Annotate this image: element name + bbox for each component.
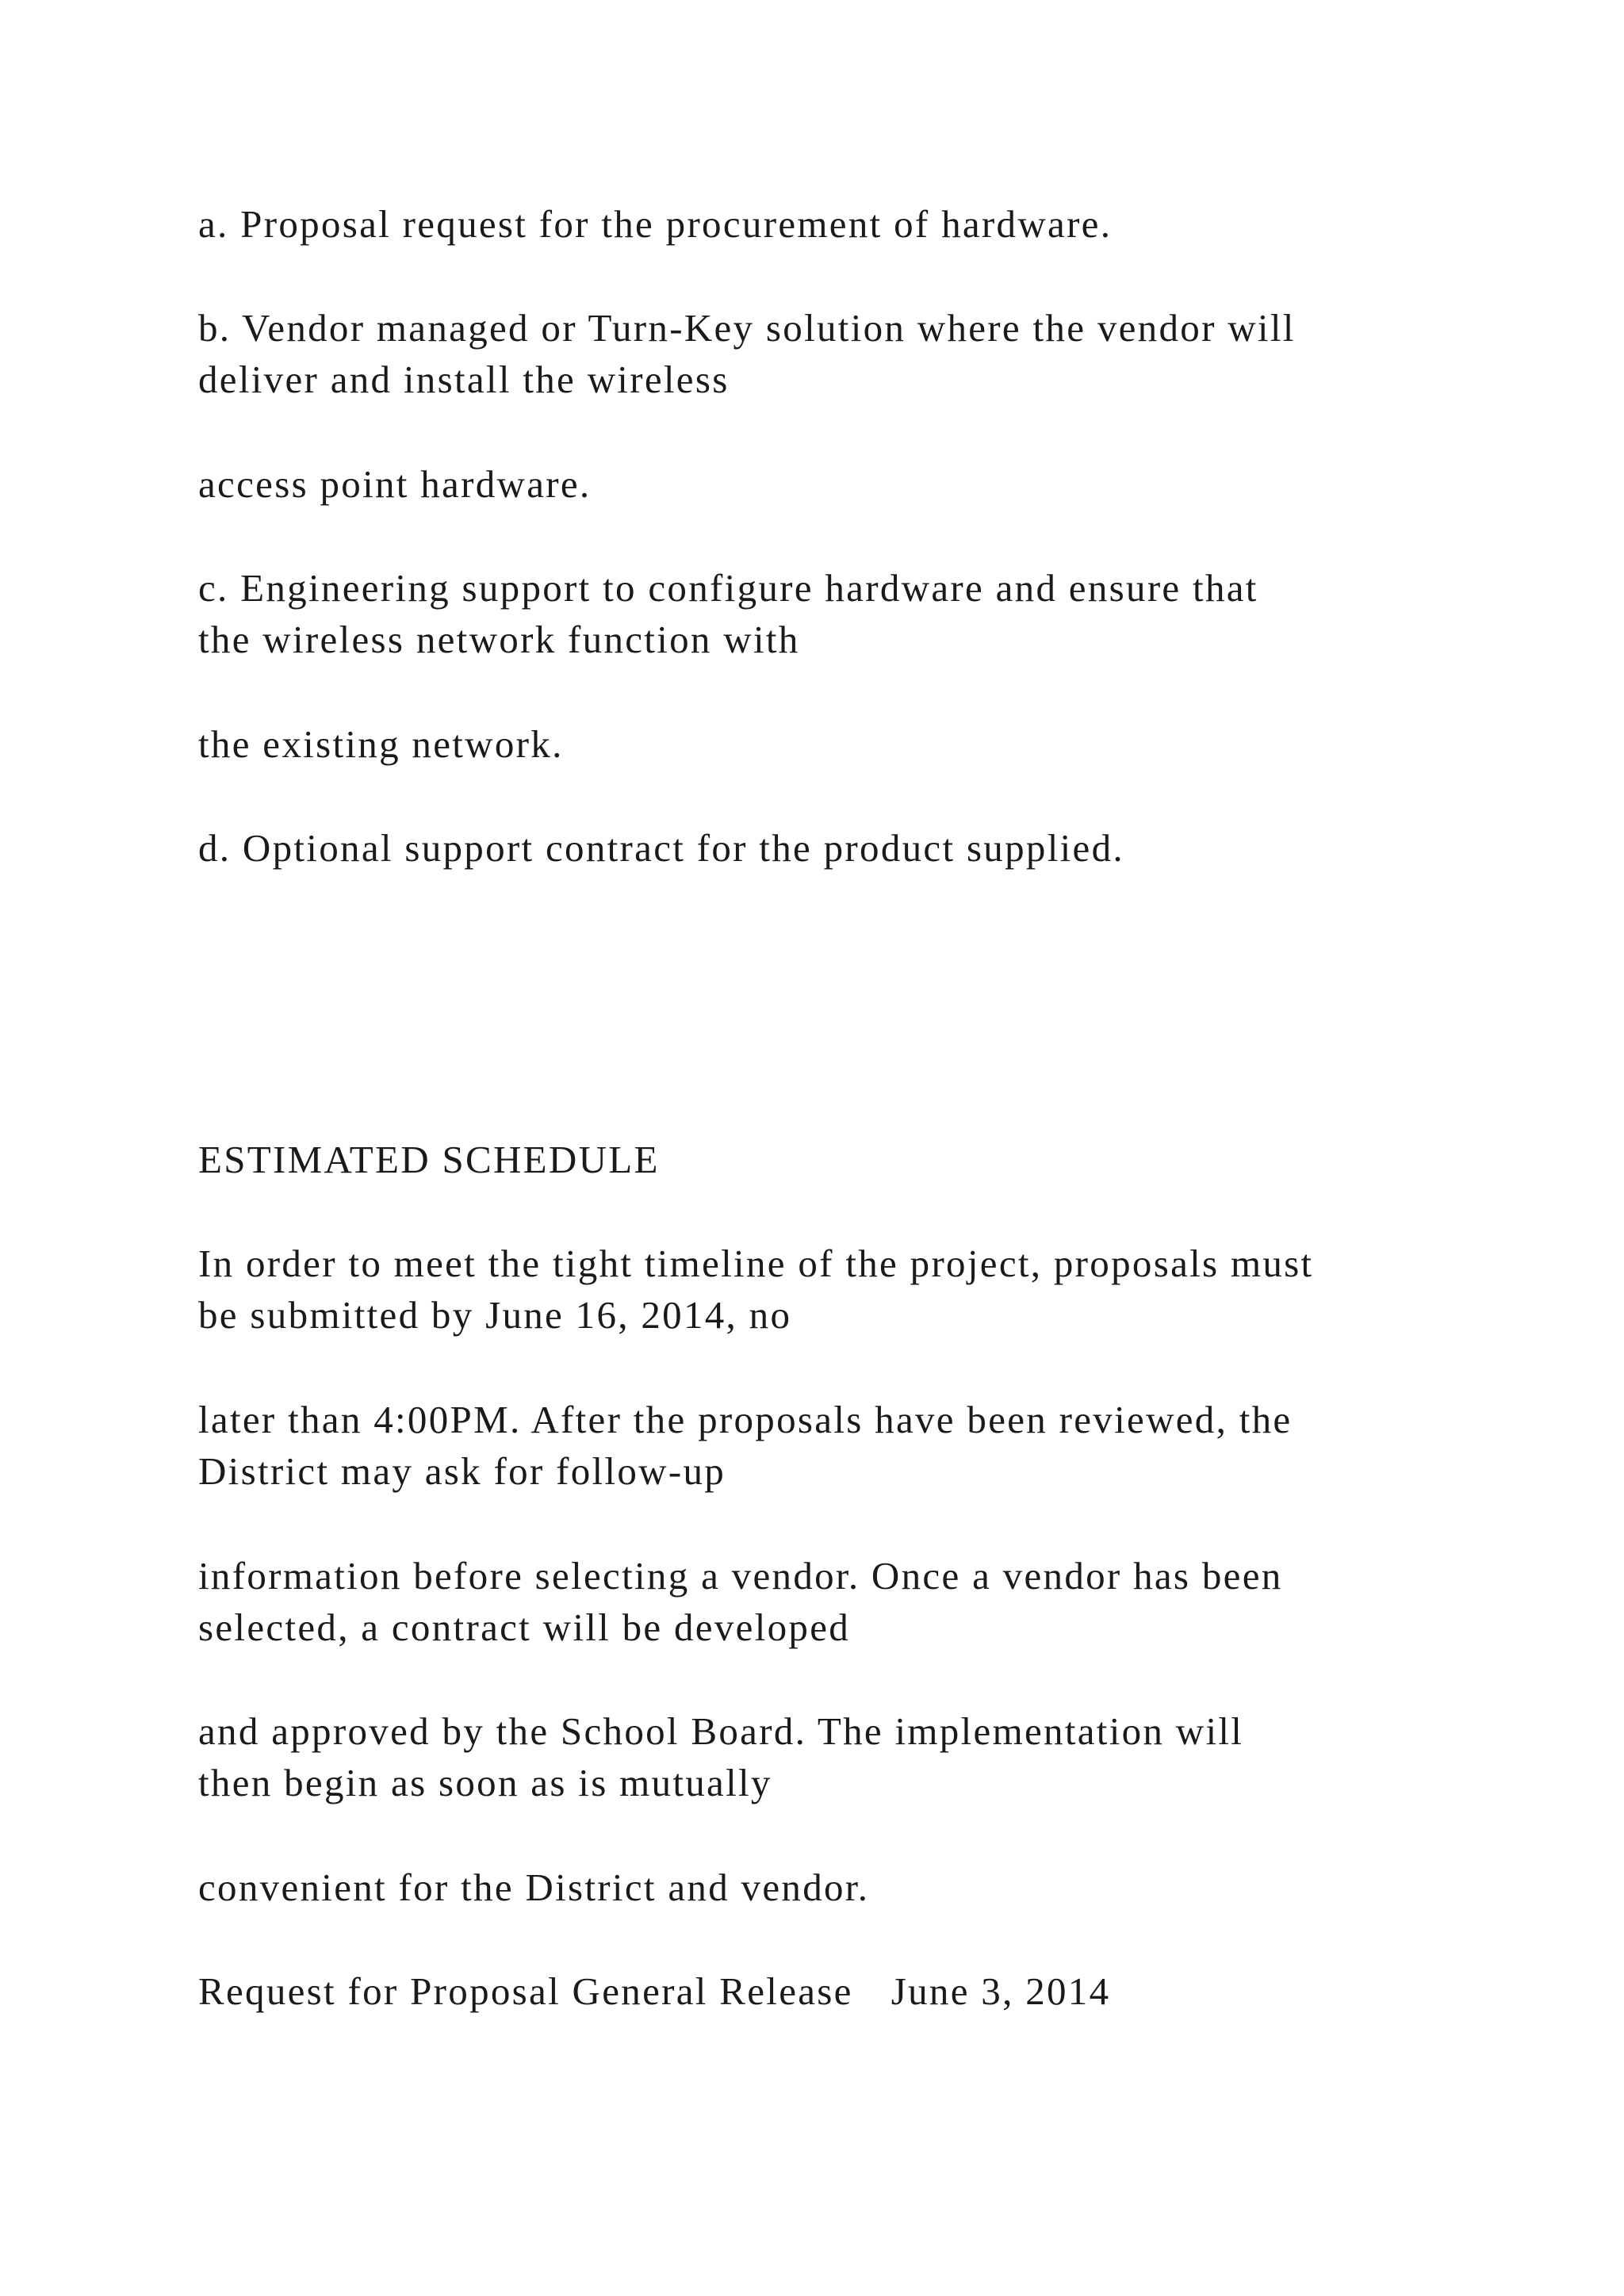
- section-heading: ESTIMATED SCHEDULE: [198, 1138, 660, 1181]
- release-date: June 3, 2014: [891, 1969, 1111, 2013]
- paragraph-line: selected, a contract will be developed: [198, 1605, 851, 1649]
- paragraph-line: District may ask for follow-up: [198, 1449, 726, 1493]
- release-row: [198, 1965, 1110, 2018]
- list-item-b-line-2: deliver and install the wireless: [198, 358, 730, 401]
- paragraph-line: information before selecting a vendor. Once a vendor has been: [198, 1554, 1283, 1598]
- list-item-d: d. Optional support contract for the product supplied.: [198, 826, 1124, 870]
- paragraph-line: then begin as soon as is mutually: [198, 1761, 772, 1804]
- list-item-c-line-1: c. Engineering support to configure hardware and ensure that: [198, 566, 1258, 610]
- list-item-c-line-3: the existing network.: [198, 722, 564, 766]
- list-item-c-line-2: the wireless network function with: [198, 618, 800, 661]
- list-item-b-line-3: access point hardware.: [198, 462, 592, 506]
- paragraph-line: be submitted by June 16, 2014, no: [198, 1293, 792, 1337]
- list-item-b-line-1: b. Vendor managed or Turn-Key solution where the vendor will: [198, 306, 1296, 350]
- release-label: Request for Proposal General Release: [198, 1969, 853, 2013]
- paragraph-line: In order to meet the tight timeline of the project, proposals must: [198, 1242, 1314, 1285]
- paragraph-line: later than 4:00PM. After the proposals have been reviewed, the: [198, 1398, 1293, 1441]
- list-item-a: a. Proposal request for the procurement of hardware.: [198, 202, 1113, 246]
- paragraph-line: convenient for the District and vendor.: [198, 1866, 870, 1909]
- paragraph-line: and approved by the School Board. The implementation will: [198, 1709, 1244, 1753]
